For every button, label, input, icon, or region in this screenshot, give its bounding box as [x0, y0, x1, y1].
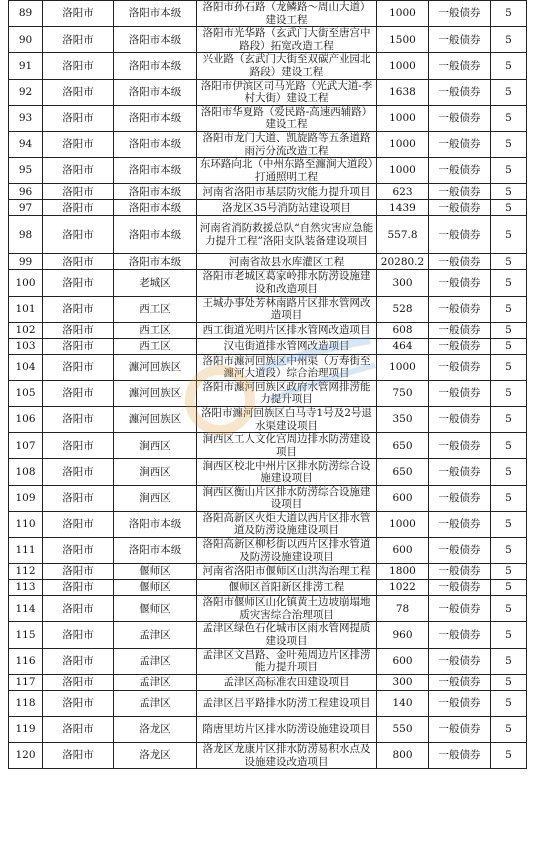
cell-no: 115: [9, 622, 43, 648]
cell-type: 一般债券: [429, 105, 491, 131]
cell-name: 洛阳市龙门大道、凯旋路等五条道路雨污分流改造工程: [197, 131, 377, 157]
cell-name: 王城办事处芳林南路片区排水管网改造项目: [197, 296, 377, 322]
cell-type: 一般债券: [429, 511, 491, 537]
cell-level: 洛阳市本级: [114, 158, 197, 184]
cell-no: 120: [9, 743, 43, 769]
cell-no: 100: [9, 270, 43, 296]
cell-name: 涧西区校北中州片区排水防涝综合设施建设项目: [197, 459, 377, 485]
cell-term: 5: [491, 433, 527, 459]
table-row: [9, 564, 527, 580]
bond-project-table: [8, 0, 527, 769]
cell-no: 104: [9, 354, 43, 380]
cell-level: 瀍河回族区: [114, 354, 197, 380]
cell-term: 5: [491, 580, 527, 596]
cell-level: 涧西区: [114, 433, 197, 459]
cell-type: 一般债券: [429, 270, 491, 296]
table-row: [9, 200, 527, 216]
cell-no: 111: [9, 538, 43, 564]
cell-level: 洛龙区: [114, 716, 197, 742]
cell-name: 洛阳市伊滨区司马光路（光武大道-李村大街）建设工程: [197, 79, 377, 105]
cell-no: 92: [9, 79, 43, 105]
cell-term: 5: [491, 622, 527, 648]
cell-amount: 350: [377, 407, 429, 433]
cell-level: 洛龙区: [114, 743, 197, 769]
cell-city: 洛阳市: [43, 716, 114, 742]
cell-city: 洛阳市: [43, 216, 114, 254]
cell-term: 5: [491, 380, 527, 406]
cell-city: 洛阳市: [43, 200, 114, 216]
cell-level: 瀍河回族区: [114, 380, 197, 406]
cell-type: 一般债券: [429, 743, 491, 769]
cell-city: 洛阳市: [43, 459, 114, 485]
cell-amount: 1000: [377, 511, 429, 537]
cell-city: 洛阳市: [43, 184, 114, 200]
table-row: [9, 158, 527, 184]
cell-name: 孟津区吕平路排水防涝工程建设项目: [197, 690, 377, 716]
cell-term: 5: [491, 296, 527, 322]
cell-amount: 1000: [377, 131, 429, 157]
cell-type: 一般债券: [429, 622, 491, 648]
cell-term: 5: [491, 270, 527, 296]
cell-term: 5: [491, 743, 527, 769]
cell-term: 5: [491, 158, 527, 184]
cell-no: 102: [9, 322, 43, 338]
cell-type: 一般债券: [429, 216, 491, 254]
table-row: [9, 216, 527, 254]
cell-type: 一般债券: [429, 53, 491, 79]
cell-term: 5: [491, 564, 527, 580]
cell-type: 一般债券: [429, 674, 491, 690]
cell-term: 5: [491, 459, 527, 485]
cell-no: 90: [9, 27, 43, 53]
cell-level: 洛阳市本级: [114, 216, 197, 254]
cell-type: 一般债券: [429, 354, 491, 380]
cell-term: 5: [491, 27, 527, 53]
table-row: [9, 511, 527, 537]
cell-city: 洛阳市: [43, 690, 114, 716]
cell-level: 偃师区: [114, 564, 197, 580]
cell-type: 一般债券: [429, 690, 491, 716]
table-row: [9, 580, 527, 596]
cell-term: 5: [491, 1, 527, 27]
cell-term: 5: [491, 674, 527, 690]
cell-amount: 650: [377, 433, 429, 459]
cell-city: 洛阳市: [43, 580, 114, 596]
cell-name: 东环路向北（中州东路至瀍涧大道段）打通照明工程: [197, 158, 377, 184]
cell-no: 113: [9, 580, 43, 596]
cell-name: 孟津区高标准农田建设项目: [197, 674, 377, 690]
cell-city: 洛阳市: [43, 270, 114, 296]
cell-amount: 650: [377, 459, 429, 485]
cell-term: 5: [491, 254, 527, 270]
cell-term: 5: [491, 200, 527, 216]
cell-level: 洛阳市本级: [114, 131, 197, 157]
table-row: [9, 485, 527, 511]
cell-city: 洛阳市: [43, 296, 114, 322]
cell-term: 5: [491, 354, 527, 380]
cell-city: 洛阳市: [43, 622, 114, 648]
cell-amount: 557.8: [377, 216, 429, 254]
table-row: [9, 716, 527, 742]
cell-type: 一般债券: [429, 131, 491, 157]
cell-no: 103: [9, 338, 43, 354]
cell-amount: 1439: [377, 200, 429, 216]
table-row: [9, 105, 527, 131]
cell-name: 西工街道光明片区排水管网改造项目: [197, 322, 377, 338]
cell-term: 5: [491, 79, 527, 105]
cell-term: 5: [491, 690, 527, 716]
cell-city: 洛阳市: [43, 407, 114, 433]
cell-level: 西工区: [114, 338, 197, 354]
cell-term: 5: [491, 131, 527, 157]
cell-name: 河南省消防救援总队“自然灾害应急能力提升工程”洛阳支队装备建设项目: [197, 216, 377, 254]
cell-amount: 960: [377, 622, 429, 648]
cell-term: 5: [491, 216, 527, 254]
cell-level: 瀍河回族区: [114, 407, 197, 433]
cell-name: 洛阳市孙石路（龙鳞路～周山大道）建设工程: [197, 1, 377, 27]
table-row: [9, 538, 527, 564]
cell-term: 5: [491, 407, 527, 433]
cell-amount: 1638: [377, 79, 429, 105]
cell-no: 112: [9, 564, 43, 580]
cell-no: 119: [9, 716, 43, 742]
cell-no: 105: [9, 380, 43, 406]
cell-type: 一般债券: [429, 322, 491, 338]
table-row: [9, 53, 527, 79]
table-row: [9, 380, 527, 406]
cell-city: 洛阳市: [43, 538, 114, 564]
table-row: [9, 674, 527, 690]
cell-type: 一般债券: [429, 254, 491, 270]
cell-name: 河南省故县水库灌区工程: [197, 254, 377, 270]
table-row: [9, 270, 527, 296]
cell-type: 一般债券: [429, 716, 491, 742]
table-row: [9, 459, 527, 485]
cell-no: 93: [9, 105, 43, 131]
cell-amount: 1000: [377, 53, 429, 79]
table-row: [9, 79, 527, 105]
cell-level: 偃师区: [114, 596, 197, 622]
cell-level: 孟津区: [114, 648, 197, 674]
cell-name: 洛阳市华夏路（爱民路-高速西辅路）建设工程: [197, 105, 377, 131]
cell-no: 94: [9, 131, 43, 157]
cell-city: 洛阳市: [43, 322, 114, 338]
cell-amount: 608: [377, 322, 429, 338]
cell-name: 河南省洛阳市基层防灾能力提升项目: [197, 184, 377, 200]
cell-level: 偃师区: [114, 580, 197, 596]
cell-city: 洛阳市: [43, 380, 114, 406]
cell-level: 洛阳市本级: [114, 79, 197, 105]
cell-no: 98: [9, 216, 43, 254]
cell-name: 洛阳市光华路（玄武门大街至唐宫中路段）拓宽改造工程: [197, 27, 377, 53]
cell-name: 洛龙区35号消防站建设项目: [197, 200, 377, 216]
cell-type: 一般债券: [429, 184, 491, 200]
cell-city: 洛阳市: [43, 79, 114, 105]
cell-term: 5: [491, 105, 527, 131]
cell-name: 洛阳市偃师区山化镇黄土边坡崩塌地质灾害综合治理项目: [197, 596, 377, 622]
cell-amount: 1000: [377, 158, 429, 184]
cell-city: 洛阳市: [43, 433, 114, 459]
cell-term: 5: [491, 538, 527, 564]
cell-city: 洛阳市: [43, 131, 114, 157]
cell-city: 洛阳市: [43, 596, 114, 622]
cell-type: 一般债券: [429, 596, 491, 622]
cell-level: 老城区: [114, 270, 197, 296]
cell-no: 106: [9, 407, 43, 433]
cell-level: 孟津区: [114, 690, 197, 716]
cell-term: 5: [491, 648, 527, 674]
cell-city: 洛阳市: [43, 105, 114, 131]
cell-type: 一般债券: [429, 338, 491, 354]
cell-name: 孟津区绿色石化城市区雨水管网提质建设项目: [197, 622, 377, 648]
cell-city: 洛阳市: [43, 338, 114, 354]
cell-no: 116: [9, 648, 43, 674]
cell-no: 114: [9, 596, 43, 622]
cell-level: 洛阳市本级: [114, 53, 197, 79]
cell-name: 洛阳市瀍河回族区白马寺1号及2号退水渠建设项目: [197, 407, 377, 433]
cell-amount: 78: [377, 596, 429, 622]
cell-level: 洛阳市本级: [114, 27, 197, 53]
cell-name: 汉屯街道排水管网改造项目: [197, 338, 377, 354]
cell-amount: 1022: [377, 580, 429, 596]
cell-name: 兴业路（玄武门大街至双碳产业园北路段）建设工程: [197, 53, 377, 79]
cell-city: 洛阳市: [43, 1, 114, 27]
cell-term: 5: [491, 338, 527, 354]
cell-amount: 464: [377, 338, 429, 354]
cell-no: 117: [9, 674, 43, 690]
cell-level: 洛阳市本级: [114, 105, 197, 131]
table-row: [9, 407, 527, 433]
cell-name: 洛阳市瀍河回族区政府水管网排涝能力提升项目: [197, 380, 377, 406]
cell-type: 一般债券: [429, 459, 491, 485]
cell-city: 洛阳市: [43, 27, 114, 53]
cell-amount: 750: [377, 380, 429, 406]
cell-term: 5: [491, 322, 527, 338]
cell-city: 洛阳市: [43, 354, 114, 380]
cell-amount: 600: [377, 485, 429, 511]
cell-term: 5: [491, 53, 527, 79]
cell-no: 110: [9, 511, 43, 537]
cell-no: 107: [9, 433, 43, 459]
cell-amount: 300: [377, 270, 429, 296]
cell-name: 洛阳市老城区葛家岭排水防涝设施建设和改造项目: [197, 270, 377, 296]
table-row: [9, 648, 527, 674]
cell-type: 一般债券: [429, 538, 491, 564]
cell-type: 一般债券: [429, 200, 491, 216]
cell-amount: 600: [377, 538, 429, 564]
cell-amount: 1800: [377, 564, 429, 580]
table-row: [9, 131, 527, 157]
cell-level: 西工区: [114, 322, 197, 338]
cell-no: 99: [9, 254, 43, 270]
cell-city: 洛阳市: [43, 511, 114, 537]
cell-no: 118: [9, 690, 43, 716]
cell-term: 5: [491, 184, 527, 200]
cell-amount: 800: [377, 743, 429, 769]
cell-amount: 300: [377, 674, 429, 690]
cell-name: 洛阳高新区火炬大道以西片区排水管道及防涝设施建设项目: [197, 511, 377, 537]
cell-level: 西工区: [114, 296, 197, 322]
cell-no: 108: [9, 459, 43, 485]
cell-no: 97: [9, 200, 43, 216]
cell-amount: 1000: [377, 105, 429, 131]
cell-level: 孟津区: [114, 674, 197, 690]
cell-amount: 1500: [377, 27, 429, 53]
cell-name: 孟津区文昌路、金叶苑周边片区排涝能力提升项目: [197, 648, 377, 674]
cell-name: 隋唐里坊片区排水防涝设施建设项目: [197, 716, 377, 742]
cell-city: 洛阳市: [43, 53, 114, 79]
cell-name: 洛阳高新区柳杉街以西片区排水管道及防涝设施建设项目: [197, 538, 377, 564]
cell-city: 洛阳市: [43, 674, 114, 690]
cell-level: 孟津区: [114, 622, 197, 648]
cell-type: 一般债券: [429, 648, 491, 674]
cell-name: 洛龙区龙康片区排水防涝易积水点及设施建设改造项目: [197, 743, 377, 769]
cell-amount: 20280.2: [377, 254, 429, 270]
table-row: [9, 354, 527, 380]
cell-no: 91: [9, 53, 43, 79]
table-row: [9, 184, 527, 200]
cell-level: 洛阳市本级: [114, 184, 197, 200]
table-row: [9, 596, 527, 622]
cell-name: 偃师区首阳新区排涝工程: [197, 580, 377, 596]
table-row: [9, 1, 527, 27]
cell-name: 河南省洛阳市偃师区山洪沟治理工程: [197, 564, 377, 580]
cell-level: 洛阳市本级: [114, 254, 197, 270]
cell-term: 5: [491, 716, 527, 742]
table-row: [9, 433, 527, 459]
cell-level: 涧西区: [114, 485, 197, 511]
cell-name: 洛阳市瀍河回族区中州渠（万寿街至瀍河大道段）综合治理项目: [197, 354, 377, 380]
cell-amount: 1000: [377, 1, 429, 27]
cell-amount: 623: [377, 184, 429, 200]
table-row: [9, 622, 527, 648]
cell-type: 一般债券: [429, 380, 491, 406]
cell-type: 一般债券: [429, 1, 491, 27]
table-row: [9, 322, 527, 338]
cell-city: 洛阳市: [43, 158, 114, 184]
cell-level: 涧西区: [114, 459, 197, 485]
table-row: [9, 690, 527, 716]
cell-name: 涧西区衡山片区排水防涝综合设施建设项目: [197, 485, 377, 511]
cell-level: 洛阳市本级: [114, 200, 197, 216]
table-body: [9, 1, 527, 769]
cell-type: 一般债券: [429, 79, 491, 105]
cell-city: 洛阳市: [43, 743, 114, 769]
cell-no: 101: [9, 296, 43, 322]
cell-city: 洛阳市: [43, 648, 114, 674]
cell-type: 一般债券: [429, 407, 491, 433]
cell-no: 95: [9, 158, 43, 184]
cell-level: 洛阳市本级: [114, 511, 197, 537]
cell-term: 5: [491, 511, 527, 537]
table-row: [9, 296, 527, 322]
cell-city: 洛阳市: [43, 564, 114, 580]
cell-type: 一般债券: [429, 564, 491, 580]
cell-type: 一般债券: [429, 433, 491, 459]
cell-city: 洛阳市: [43, 254, 114, 270]
cell-no: 89: [9, 1, 43, 27]
cell-name: 涧西区工人文化宫周边排水防涝建设项目: [197, 433, 377, 459]
cell-city: 洛阳市: [43, 485, 114, 511]
table-row: [9, 743, 527, 769]
cell-no: 109: [9, 485, 43, 511]
cell-type: 一般债券: [429, 296, 491, 322]
table-row: [9, 338, 527, 354]
table-row: [9, 27, 527, 53]
cell-type: 一般债券: [429, 580, 491, 596]
cell-amount: 140: [377, 690, 429, 716]
cell-amount: 1000: [377, 354, 429, 380]
cell-type: 一般债券: [429, 485, 491, 511]
cell-amount: 600: [377, 648, 429, 674]
cell-amount: 528: [377, 296, 429, 322]
cell-term: 5: [491, 596, 527, 622]
cell-level: 洛阳市本级: [114, 1, 197, 27]
table-row: [9, 254, 527, 270]
cell-no: 96: [9, 184, 43, 200]
cell-term: 5: [491, 485, 527, 511]
cell-type: 一般债券: [429, 27, 491, 53]
cell-level: 洛阳市本级: [114, 538, 197, 564]
cell-type: 一般债券: [429, 158, 491, 184]
cell-amount: 550: [377, 716, 429, 742]
